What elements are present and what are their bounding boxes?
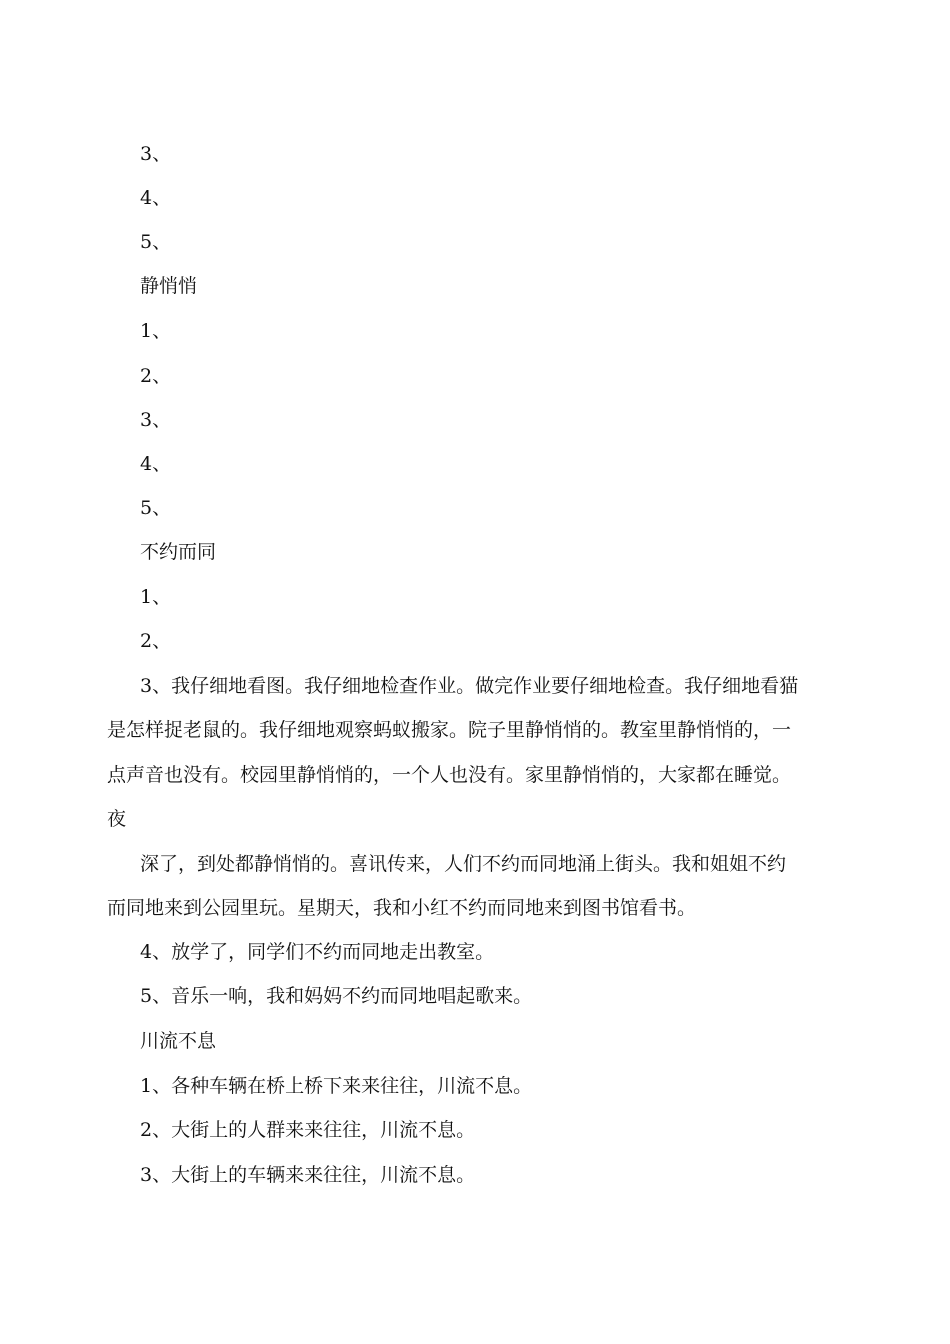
paragraph-line: 3、我仔细地看图。我仔细地检查作业。做完作业要仔细地检查。我仔细地看猫: [140, 675, 799, 697]
section-heading: 不约而同: [140, 541, 217, 563]
text-line: 5、音乐一响，我和妈妈不约而同地唱起歌来。: [140, 985, 533, 1007]
text-line: 5、: [140, 497, 172, 519]
section-heading: 川流不息: [140, 1030, 217, 1052]
paragraph-line: 深了，到处都静悄悄的。喜讯传来，人们不约而同地涌上街头。我和姐姐不约: [140, 853, 787, 875]
text-line: 2、大街上的人群来来往往，川流不息。: [140, 1119, 476, 1141]
paragraph-line: 而同地来到公园里玩。星期天，我和小红不约而同地来到图书馆看书。: [107, 897, 697, 919]
paragraph-line: 点声音也没有。校园里静悄悄的，一个人也没有。家里静悄悄的，大家都在睡觉。: [107, 764, 792, 786]
text-line: 2、: [140, 630, 172, 652]
text-line: 1、各种车辆在桥上桥下来来往往，川流不息。: [140, 1075, 533, 1097]
paragraph-line: 夜: [107, 808, 127, 830]
text-line: 1、: [140, 320, 172, 342]
text-line: 4、放学了，同学们不约而同地走出教室。: [140, 941, 495, 963]
section-heading: 静悄悄: [140, 275, 198, 297]
text-line: 4、: [140, 453, 172, 475]
text-line: 4、: [140, 187, 172, 209]
text-line: 3、: [140, 409, 172, 431]
paragraph-line: 是怎样捉老鼠的。我仔细地观察蚂蚁搬家。院子里静悄悄的。教室里静悄悄的，一: [107, 719, 792, 741]
text-line: 3、: [140, 143, 172, 165]
text-line: 5、: [140, 231, 172, 253]
text-line: 1、: [140, 586, 172, 608]
text-line: 2、: [140, 365, 172, 387]
text-line: 3、大街上的车辆来来往往，川流不息。: [140, 1164, 476, 1186]
